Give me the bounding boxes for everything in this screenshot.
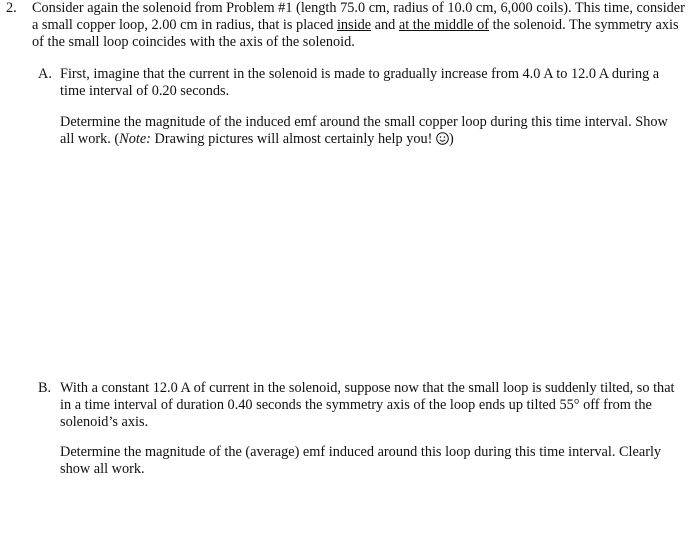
smiley-icon [436,132,449,145]
part-b-question: Determine the magnitude of the (average) emf induced around this loop during this time interval. Clearly show all work. [60,444,662,477]
part-a-question [60,114,678,148]
intro-inside-underlined: inside [336,17,372,33]
problem-number: 2. [6,0,17,16]
part-a-note-label: Note: [119,131,151,147]
part-a-close-paren: ) [449,131,454,147]
part-a-label: A. [38,66,52,82]
part-a-text: First, imagine that the current in the solenoid is made to gradually increase from 4.0 A to 12.0 A during a time interval of 0.20 seconds. [60,66,660,99]
problem-intro [32,0,692,51]
part-a-note-text: Drawing pictures will almost certainly help you! [150,131,436,147]
part-a-question-text: Determine the magnitude of the induced emf around the small copper loop during this time interval. Show all work. ( [60,114,668,147]
part-b-label: B. [38,380,52,396]
part-b-text: With a constant 12.0 A of current in the solenoid, suppose now that the small loop is suddenly tilted, so that in a time interval of duration 0.40 seconds the symmetry axis of the loop ends up tilted 55° off from the solenoid’s axis. [60,380,675,430]
intro-middle-underlined: at the middle of [398,17,490,33]
intro-text-2: and [371,17,399,33]
intro-text-3: the solenoid. The symmetry axis of the small loop coincides with the axis of the solenoid. [32,17,679,50]
intro-text-1: Consider again the solenoid from Problem #1 (length 75.0 cm, radius of 10.0 cm, 6,000 coils). This time, consider a small copper loop, 2.00 cm in radius, that is placed [32,0,685,33]
